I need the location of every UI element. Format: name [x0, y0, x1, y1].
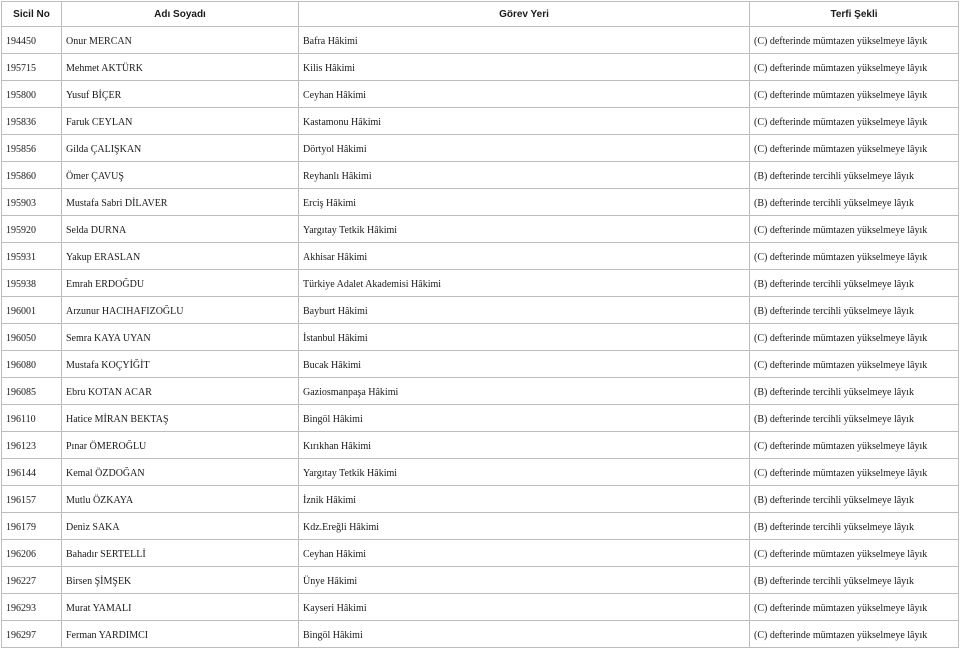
cell-adi-soyadi: Selda DURNA [62, 216, 299, 243]
cell-gorev-yeri: Ceyhan Hâkimi [299, 81, 750, 108]
cell-adi-soyadi: Bahadır SERTELLİ [62, 540, 299, 567]
table-row [2, 378, 959, 405]
cell-terfi-sekli: (C) defterinde mümtazen yükselmeye lâyık [750, 432, 959, 459]
cell-terfi-sekli: (C) defterinde mümtazen yükselmeye lâyık [750, 459, 959, 486]
table-row [2, 351, 959, 378]
cell-gorev-yeri: Yargıtay Tetkik Hâkimi [299, 459, 750, 486]
table-row [2, 108, 959, 135]
cell-terfi-sekli: (C) defterinde mümtazen yükselmeye lâyık [750, 27, 959, 54]
cell-terfi-sekli: (C) defterinde mümtazen yükselmeye lâyık [750, 135, 959, 162]
cell-terfi-sekli: (B) defterinde tercihli yükselmeye lâyık [750, 162, 959, 189]
table-header-row [2, 2, 959, 27]
cell-sicil-no: 196080 [2, 351, 62, 378]
cell-adi-soyadi: Mustafa Sabri DİLAVER [62, 189, 299, 216]
table-row [2, 189, 959, 216]
cell-terfi-sekli: (C) defterinde mümtazen yükselmeye lâyık [750, 621, 959, 648]
cell-adi-soyadi: Mutlu ÖZKAYA [62, 486, 299, 513]
cell-gorev-yeri: Gaziosmanpaşa Hâkimi [299, 378, 750, 405]
cell-gorev-yeri: Reyhanlı Hâkimi [299, 162, 750, 189]
cell-sicil-no: 195715 [2, 54, 62, 81]
cell-adi-soyadi: Ebru KOTAN ACAR [62, 378, 299, 405]
table-row [2, 459, 959, 486]
cell-adi-soyadi: Yusuf BİÇER [62, 81, 299, 108]
cell-sicil-no: 196227 [2, 567, 62, 594]
cell-sicil-no: 196110 [2, 405, 62, 432]
cell-gorev-yeri: Kdz.Ereğli Hâkimi [299, 513, 750, 540]
cell-gorev-yeri: Türkiye Adalet Akademisi Hâkimi [299, 270, 750, 297]
table-row [2, 621, 959, 648]
cell-gorev-yeri: Kilis Hâkimi [299, 54, 750, 81]
cell-terfi-sekli: (C) defterinde mümtazen yükselmeye lâyık [750, 540, 959, 567]
table-row [2, 297, 959, 324]
table-row [2, 513, 959, 540]
cell-gorev-yeri: Kastamonu Hâkimi [299, 108, 750, 135]
cell-adi-soyadi: Yakup ERASLAN [62, 243, 299, 270]
cell-adi-soyadi: Mehmet AKTÜRK [62, 54, 299, 81]
cell-terfi-sekli: (C) defterinde mümtazen yükselmeye lâyık [750, 324, 959, 351]
cell-sicil-no: 194450 [2, 27, 62, 54]
cell-gorev-yeri: Ünye Hâkimi [299, 567, 750, 594]
cell-adi-soyadi: Murat YAMALI [62, 594, 299, 621]
promotion-table [1, 1, 959, 648]
header-sicil-no: Sicil No [2, 2, 62, 27]
cell-sicil-no: 196297 [2, 621, 62, 648]
table-row [2, 540, 959, 567]
cell-gorev-yeri: Ceyhan Hâkimi [299, 540, 750, 567]
cell-terfi-sekli: (C) defterinde mümtazen yükselmeye lâyık [750, 108, 959, 135]
header-adi-soyadi: Adı Soyadı [62, 2, 299, 27]
cell-sicil-no: 195920 [2, 216, 62, 243]
cell-sicil-no: 196157 [2, 486, 62, 513]
cell-sicil-no: 195856 [2, 135, 62, 162]
table-row [2, 567, 959, 594]
table-row [2, 135, 959, 162]
header-terfi-sekli: Terfi Şekli [750, 2, 959, 27]
cell-terfi-sekli: (B) defterinde tercihli yükselmeye lâyık [750, 297, 959, 324]
cell-terfi-sekli: (B) defterinde tercihli yükselmeye lâyık [750, 513, 959, 540]
cell-adi-soyadi: Ferman YARDIMCI [62, 621, 299, 648]
cell-sicil-no: 196144 [2, 459, 62, 486]
cell-adi-soyadi: Emrah ERDOĞDU [62, 270, 299, 297]
cell-gorev-yeri: Bafra Hâkimi [299, 27, 750, 54]
cell-sicil-no: 196206 [2, 540, 62, 567]
cell-gorev-yeri: Erciş Hâkimi [299, 189, 750, 216]
cell-gorev-yeri: İstanbul Hâkimi [299, 324, 750, 351]
table-row [2, 162, 959, 189]
cell-adi-soyadi: Birsen ŞİMŞEK [62, 567, 299, 594]
cell-sicil-no: 195938 [2, 270, 62, 297]
cell-sicil-no: 196123 [2, 432, 62, 459]
cell-sicil-no: 195836 [2, 108, 62, 135]
cell-sicil-no: 196050 [2, 324, 62, 351]
cell-terfi-sekli: (B) defterinde tercihli yükselmeye lâyık [750, 378, 959, 405]
cell-gorev-yeri: İznik Hâkimi [299, 486, 750, 513]
cell-terfi-sekli: (B) defterinde tercihli yükselmeye lâyık [750, 189, 959, 216]
cell-terfi-sekli: (C) defterinde mümtazen yükselmeye lâyık [750, 351, 959, 378]
cell-sicil-no: 195800 [2, 81, 62, 108]
cell-terfi-sekli: (C) defterinde mümtazen yükselmeye lâyık [750, 243, 959, 270]
table-row [2, 405, 959, 432]
table-row [2, 243, 959, 270]
cell-gorev-yeri: Bingöl Hâkimi [299, 405, 750, 432]
cell-adi-soyadi: Hatice MİRAN BEKTAŞ [62, 405, 299, 432]
cell-sicil-no: 196293 [2, 594, 62, 621]
table-row [2, 486, 959, 513]
cell-sicil-no: 195903 [2, 189, 62, 216]
cell-terfi-sekli: (B) defterinde tercihli yükselmeye lâyık [750, 567, 959, 594]
cell-gorev-yeri: Bingöl Hâkimi [299, 621, 750, 648]
cell-terfi-sekli: (C) defterinde mümtazen yükselmeye lâyık [750, 81, 959, 108]
cell-adi-soyadi: Deniz SAKA [62, 513, 299, 540]
table-row [2, 54, 959, 81]
cell-sicil-no: 195860 [2, 162, 62, 189]
cell-adi-soyadi: Pınar ÖMEROĞLU [62, 432, 299, 459]
cell-adi-soyadi: Arzunur HACIHAFIZOĞLU [62, 297, 299, 324]
table-body [2, 27, 959, 648]
cell-adi-soyadi: Onur MERCAN [62, 27, 299, 54]
cell-sicil-no: 196085 [2, 378, 62, 405]
cell-adi-soyadi: Ömer ÇAVUŞ [62, 162, 299, 189]
cell-adi-soyadi: Mustafa KOÇYİĞİT [62, 351, 299, 378]
cell-gorev-yeri: Bayburt Hâkimi [299, 297, 750, 324]
table-row [2, 216, 959, 243]
cell-terfi-sekli: (B) defterinde tercihli yükselmeye lâyık [750, 405, 959, 432]
cell-gorev-yeri: Bucak Hâkimi [299, 351, 750, 378]
cell-terfi-sekli: (C) defterinde mümtazen yükselmeye lâyık [750, 594, 959, 621]
cell-adi-soyadi: Kemal ÖZDOĞAN [62, 459, 299, 486]
table-row [2, 81, 959, 108]
cell-sicil-no: 196179 [2, 513, 62, 540]
cell-terfi-sekli: (C) defterinde mümtazen yükselmeye lâyık [750, 216, 959, 243]
table-row [2, 27, 959, 54]
cell-sicil-no: 195931 [2, 243, 62, 270]
table-row [2, 324, 959, 351]
cell-gorev-yeri: Kayseri Hâkimi [299, 594, 750, 621]
cell-gorev-yeri: Kırıkhan Hâkimi [299, 432, 750, 459]
cell-terfi-sekli: (B) defterinde tercihli yükselmeye lâyık [750, 270, 959, 297]
table-row [2, 270, 959, 297]
cell-terfi-sekli: (C) defterinde mümtazen yükselmeye lâyık [750, 54, 959, 81]
cell-gorev-yeri: Dörtyol Hâkimi [299, 135, 750, 162]
cell-sicil-no: 196001 [2, 297, 62, 324]
cell-adi-soyadi: Semra KAYA UYAN [62, 324, 299, 351]
table-row [2, 594, 959, 621]
table-row [2, 432, 959, 459]
cell-terfi-sekli: (B) defterinde tercihli yükselmeye lâyık [750, 486, 959, 513]
cell-adi-soyadi: Gilda ÇALIŞKAN [62, 135, 299, 162]
cell-gorev-yeri: Yargıtay Tetkik Hâkimi [299, 216, 750, 243]
cell-gorev-yeri: Akhisar Hâkimi [299, 243, 750, 270]
header-gorev-yeri: Görev Yeri [299, 2, 750, 27]
cell-adi-soyadi: Faruk CEYLAN [62, 108, 299, 135]
